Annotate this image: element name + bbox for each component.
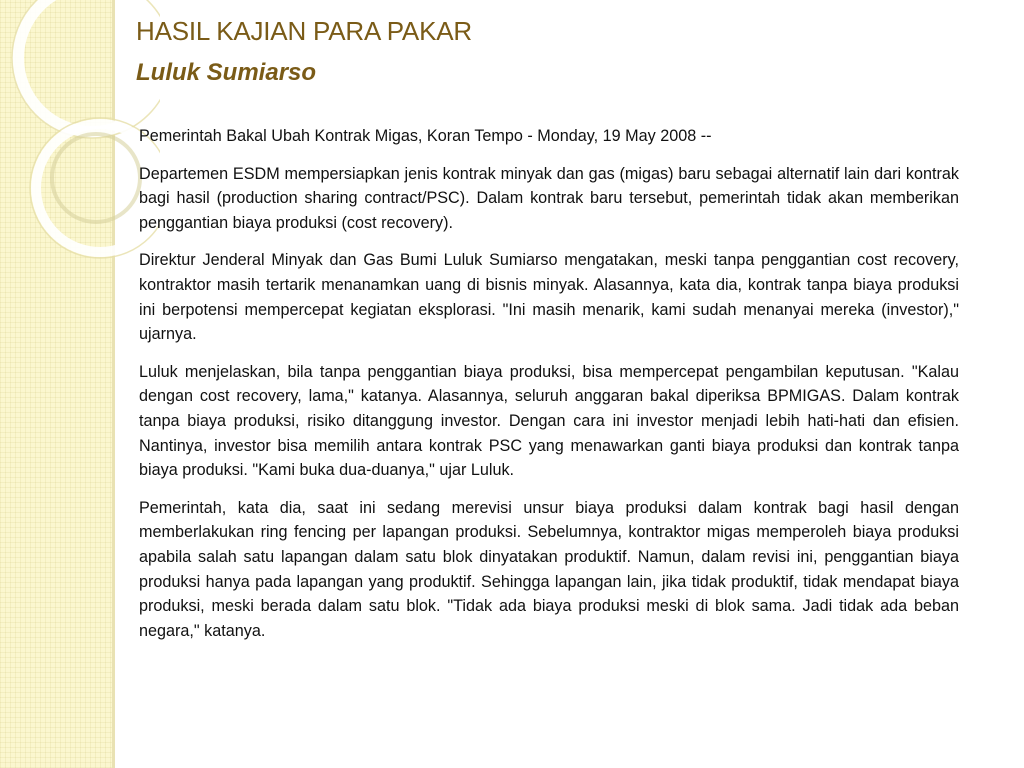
article-source-line: Pemerintah Bakal Ubah Kontrak Migas, Koran Tempo - Monday, 19 May 2008 --: [139, 127, 712, 145]
slide-title: HASIL KAJIAN PARA PAKAR: [136, 16, 472, 46]
article-paragraph: Pemerintah, kata dia, saat ini sedang merevisi unsur biaya produksi dalam kontrak bagi hasil dengan memberlakukan ring fencing per lapangan produksi. Sebelumnya, kontraktor migas memperoleh biaya produksi apabila salah satu lapangan dalam satu blok dinyatakan produktif. Namun, dalam revisi ini, penggantian biaya produksi hanya pada lapangan yang produktif. Sehingga lapangan lain, jika tidak produktif, tidak mendapat biaya produksi, meski berada dalam satu blok. "Tidak ada biaya produksi meski di blok sama. Jadi tidak ada beban negara," katanya.: [139, 498, 959, 640]
article-paragraph: Luluk menjelaskan, bila tanpa penggantian biaya produksi, bisa mempercepat pengambilan keputusan. "Kalau dengan cost recovery, lama," katanya. Alasannya, seluruh anggaran bakal diperiksa BPMIGAS. Dalam kontrak tanpa biaya produksi, risiko ditanggung investor. Dengan cara ini investor menjadi lebih hati-hati dan efisien. Nantinya, investor bisa memilih antara kontrak PSC yang menawarkan ganti biaya produksi dan kontrak tanpa biaya produksi. "Kami buka dua-duanya," ujar Luluk.: [139, 362, 959, 480]
inner-ring-shape: [52, 134, 140, 222]
decorative-rings-graphic: [0, 0, 160, 320]
slide-subtitle: Luluk Sumiarso: [136, 59, 317, 86]
article-paragraph: Direktur Jenderal Minyak dan Gas Bumi Luluk Sumiarso mengatakan, meski tanpa penggantian cost recovery, kontraktor masih tertarik menanamkan uang di bisnis minyak. Alasannya, kata dia, kontrak tanpa biaya produksi ini berpotensi mempercepat kegiatan eksplorasi. "Ini masih menarik, kami sudah menanyai mereka (investor)," ujarnya.: [139, 251, 959, 344]
article-paragraph: Departemen ESDM mempersiapkan jenis kontrak minyak dan gas (migas) baru sebagai alternatif lain dari kontrak bagi hasil (production sharing contract/PSC). Dalam kontrak baru tersebut, pemerintah tidak akan memberikan penggantian biaya produksi (cost recovery).: [139, 164, 959, 232]
article-body: [139, 124, 959, 656]
